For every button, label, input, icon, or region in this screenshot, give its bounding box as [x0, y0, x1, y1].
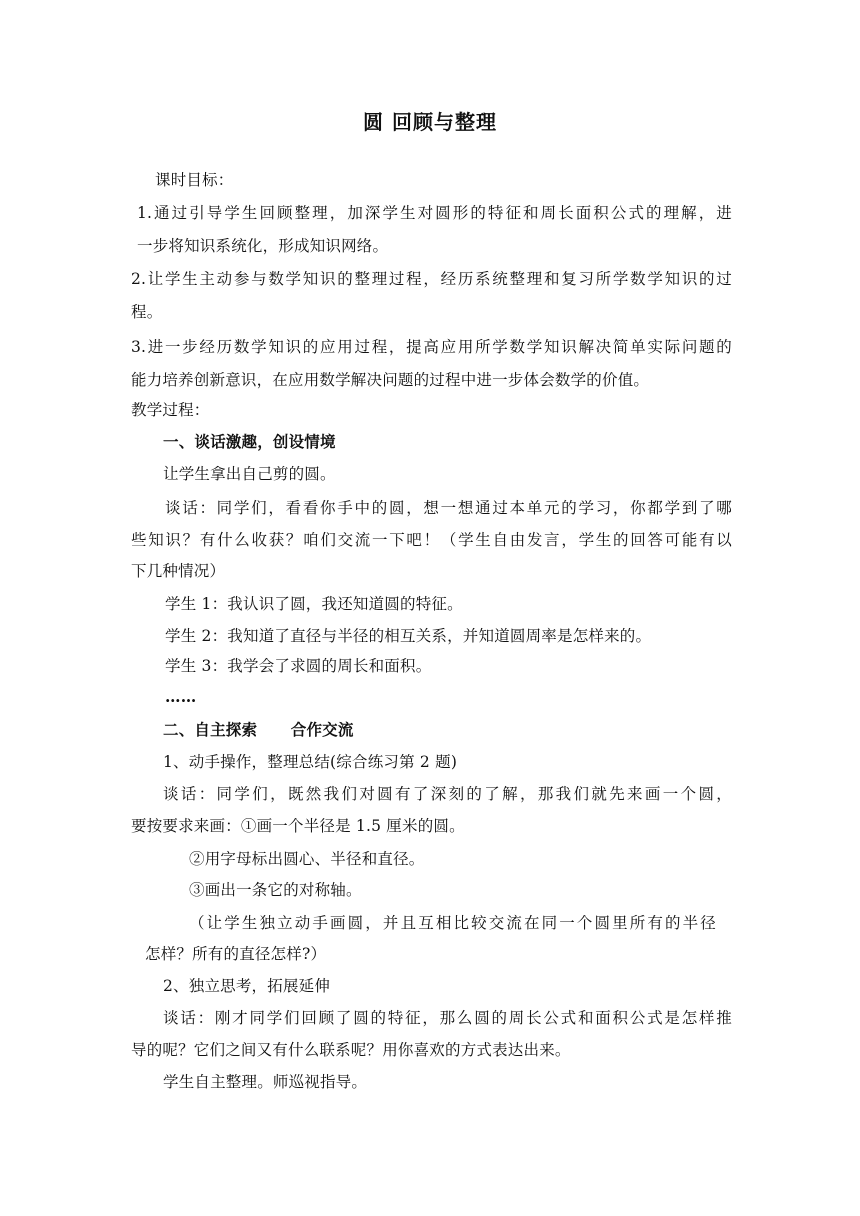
student-1-answer: 学生 1：我认识了圆，我还知道圆的特征。	[165, 595, 463, 613]
objective-1-line-1: 1.通过引导学生回顾整理，加深学生对圆形的特征和周长面积公式的理解，进	[137, 204, 732, 222]
section-2-item-2: 2、独立思考，拓展延伸	[163, 977, 331, 995]
section-1-talk-line-1: 谈话：同学们，看看你手中的圆，想一想通过本单元的学习，你都学到了哪	[165, 499, 732, 517]
section-2-heading: 二、自主探索 合作交流	[163, 720, 354, 739]
section-1-talk-line-2: 些知识？有什么收获？咱们交流一下吧！（学生自由发言，学生的回答可能有以	[131, 531, 732, 549]
section-2-talk2-line-2: 导的呢？它们之间又有什么联系呢？用你喜欢的方式表达出来。	[131, 1041, 571, 1059]
section-1-talk-line-3: 下几种情况）	[131, 562, 226, 580]
objective-3-line-2: 能力培养创新意识，在应用数学解决问题的过程中进一步体会数学的价值。	[131, 371, 650, 389]
ellipsis: ……	[165, 687, 197, 706]
requirement-2: ②用字母标出圆心、半径和直径。	[189, 850, 425, 868]
page-title: 圆 回顾与整理	[363, 110, 497, 134]
student-2-answer: 学生 2：我知道了直径与半径的相互关系，并知道圆周率是怎样来的。	[165, 627, 652, 645]
section-2-last-line: 学生自主整理。师巡视指导。	[163, 1073, 368, 1091]
section-2-talk2-line-1: 谈话：刚才同学们回顾了圆的特征，那么圆的周长公式和面积公式是怎样推	[163, 1009, 732, 1027]
section-2-talk-line-2: 要按要求来画：①画一个半径是 1.5 厘米的圆。	[131, 817, 465, 835]
objective-2-line-1: 2.让学生主动参与数学知识的整理过程，经历系统整理和复习所学数学知识的过	[131, 270, 732, 288]
objective-1-line-2: 一步将知识系统化，形成知识网络。	[137, 237, 389, 255]
student-3-answer: 学生 3：我学会了求圆的周长和面积。	[165, 657, 432, 675]
section-1-heading: 一、谈话激趣，创设情境	[163, 432, 336, 451]
section-2-item-1: 1、动手操作，整理总结(综合练习第 2 题)	[163, 753, 458, 771]
section-2-talk-line-1: 谈话：同学们，既然我们对圆有了深刻的了解，那我们就先来画一个圆，	[163, 785, 732, 803]
objective-3-line-1: 3.进一步经历数学知识的应用过程，提高应用所学数学知识解决简单实际问题的	[131, 338, 732, 356]
objective-2-line-2: 程。	[131, 303, 163, 321]
process-label: 教学过程：	[131, 401, 210, 419]
section-1-line: 让学生拿出自己剪的圆。	[163, 465, 336, 483]
section-2-note-line-1: （让学生独立动手画圆，并且互相比较交流在同一个圆里所有的半径	[189, 914, 716, 932]
section-2-note-line-2: 怎样？所有的直径怎样?）	[145, 945, 327, 963]
objectives-label: 课时目标：	[155, 171, 234, 189]
requirement-3: ③画出一条它的对称轴。	[189, 881, 362, 899]
